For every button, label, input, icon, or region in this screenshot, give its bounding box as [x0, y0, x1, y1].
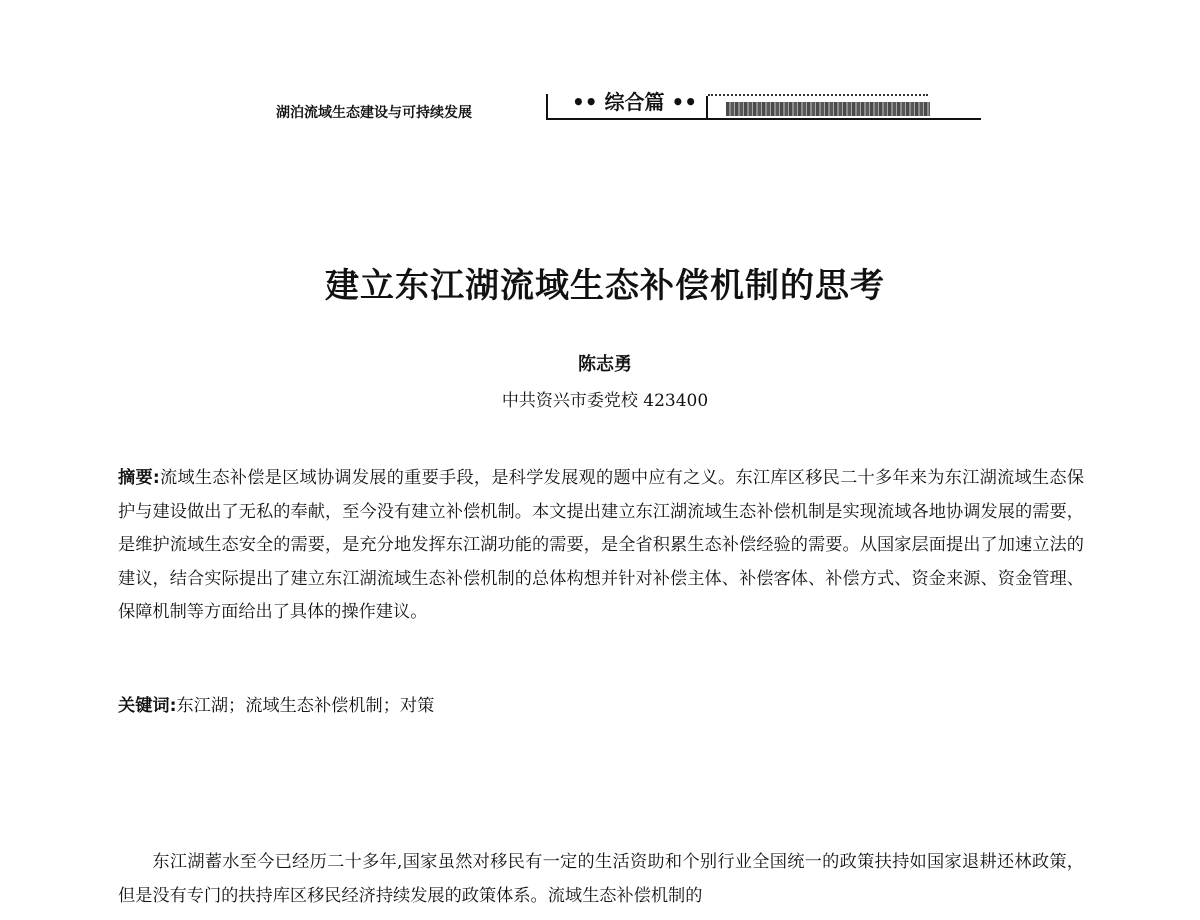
keywords-label: 关键词:	[118, 696, 177, 716]
keywords-text: 东江湖；流域生态补偿机制；对策	[176, 696, 435, 716]
abstract-label: 摘要:	[118, 468, 160, 488]
header-rule-right	[706, 96, 708, 120]
author-name: 陈志勇	[578, 354, 632, 375]
abstract-text: 流域生态补偿是区域协调发展的重要手段，是科学发展观的题中应有之义。东江库区移民二十多年来为东江湖流域生态保护与建设做出了无私的奉献，至今没有建立补偿机制。本文提出建立东江湖流域生态补偿机制是实现流域各地协调发展的需要，是维护流域生态安全的需要，是充分地发挥东江湖功能的需要，是全省积累生态补偿经验的需要。从国家层面提出了加速立法的建议，结合实际提出了建立东江湖流域生态补偿机制的总体构想并针对补偿主体、补偿客体、补偿方式、资金来源、资金管理、保障机制等方面给出了具体的操作建议。	[118, 468, 1085, 622]
body-paragraph: 东江湖蓄水至今已经历二十多年,国家虽然对移民有一定的生活资助和个别行业全国统一的政策扶持如国家退耕还林政策，但是没有专门的扶持库区移民经济持续发展的政策体系。流域生态补偿机制的	[118, 852, 1084, 906]
journal-name: 湖泊流域生态建设与可持续发展	[276, 105, 472, 121]
article-title: 建立东江湖流域生态补偿机制的思考	[325, 266, 885, 306]
abstract	[118, 462, 1084, 630]
running-header	[276, 86, 936, 126]
author-affiliation: 中共资兴市委党校 423400	[501, 391, 709, 411]
keywords	[118, 691, 1084, 721]
header-rule-left	[546, 94, 548, 120]
header-underline	[546, 118, 981, 120]
header-dotted-line	[708, 94, 928, 96]
header-shaded-band	[726, 102, 930, 116]
section-label: •• 综合篇 ••	[568, 86, 701, 115]
